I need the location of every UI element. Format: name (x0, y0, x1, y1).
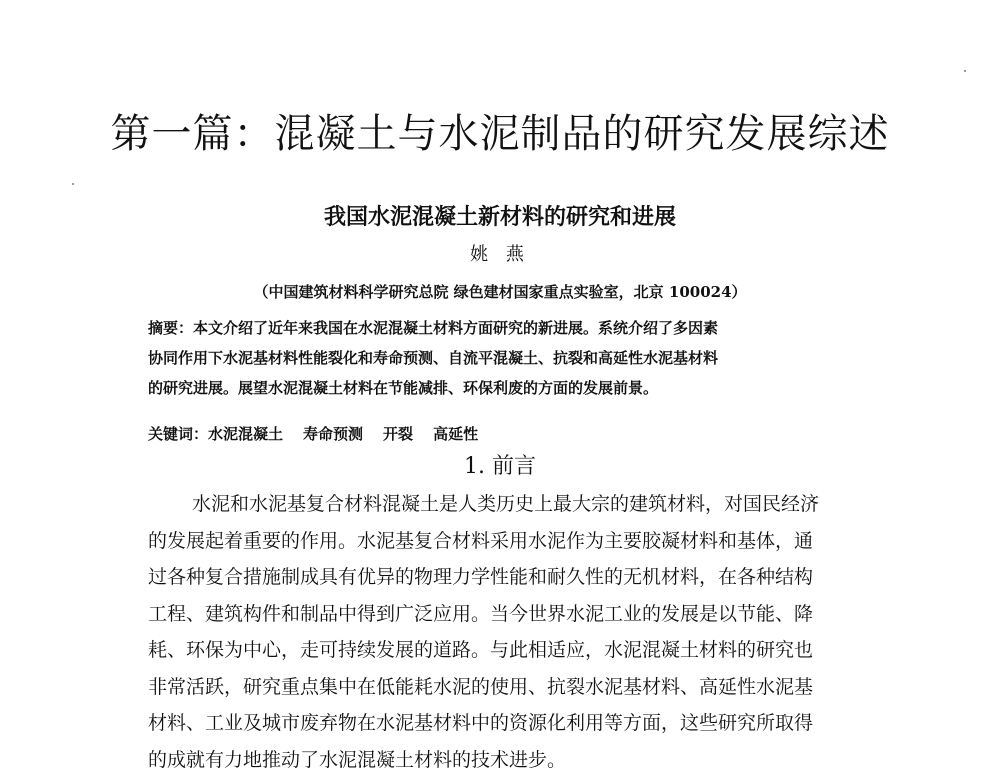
abstract-line: 的研究进展。展望水泥混凝土材料在节能减排、环保利废的方面的发展前景。 (148, 373, 848, 403)
body-line: 非常活跃，研究重点集中在低能耗水泥的使用、抗裂水泥基材料、高延性水泥基 (148, 669, 860, 706)
abstract-line: 协同作用下水泥基材料性能裂化和寿命预测、自流平混凝土、抗裂和高延性水泥基材料 (148, 343, 848, 373)
abstract-label: 摘要： (148, 319, 193, 337)
author-affiliation: （中国建筑材料科学研究总院 绿色建材国家重点实验室，北京 100024） (0, 280, 1000, 304)
body-line: 材料、工业及城市废弃物在水泥基材料中的资源化利用等方面，这些研究所取得 (148, 705, 860, 742)
body-line: 水泥和水泥基复合材料混凝土是人类历史上最大宗的建筑材料，对国民经济 (148, 486, 860, 523)
scan-speck (72, 183, 74, 185)
keyword: 开裂 (383, 425, 413, 443)
keyword: 寿命预测 (303, 425, 363, 443)
section-body (148, 486, 860, 778)
body-line: 工程、建筑构件和制品中得到广泛应用。当今世界水泥工业的发展是以节能、降 (148, 596, 860, 633)
section-heading: 1. 前言 (0, 451, 1000, 483)
abstract-line (148, 313, 848, 343)
keyword: 水泥混凝土 (208, 425, 283, 443)
part-title: 第一篇：混凝土与水泥制品的研究发展综述 (0, 108, 1000, 160)
author-name: 姚 燕 (0, 242, 1000, 268)
body-line: 过各种复合措施制成具有优异的物理力学性能和耐久性的无机材料，在各种结构 (148, 559, 860, 596)
body-line: 的发展起着重要的作用。水泥基复合材料采用水泥作为主要胶凝材料和基体，通 (148, 523, 860, 560)
keyword: 高延性 (433, 425, 478, 443)
keywords (148, 420, 498, 448)
abstract (148, 313, 848, 403)
body-line: 的成就有力地推动了水泥混凝土材料的技术进步。 (148, 742, 860, 778)
abstract-text: 本文介绍了近年来我国在水泥混凝土材料方面研究的新进展。系统介绍了多因素 (193, 319, 718, 337)
article-title: 我国水泥混凝土新材料的研究和进展 (0, 202, 1000, 234)
keywords-label: 关键词： (148, 425, 208, 443)
scan-speck (964, 70, 966, 72)
body-line: 耗、环保为中心，走可持续发展的道路。与此相适应，水泥混凝土材料的研究也 (148, 632, 860, 669)
